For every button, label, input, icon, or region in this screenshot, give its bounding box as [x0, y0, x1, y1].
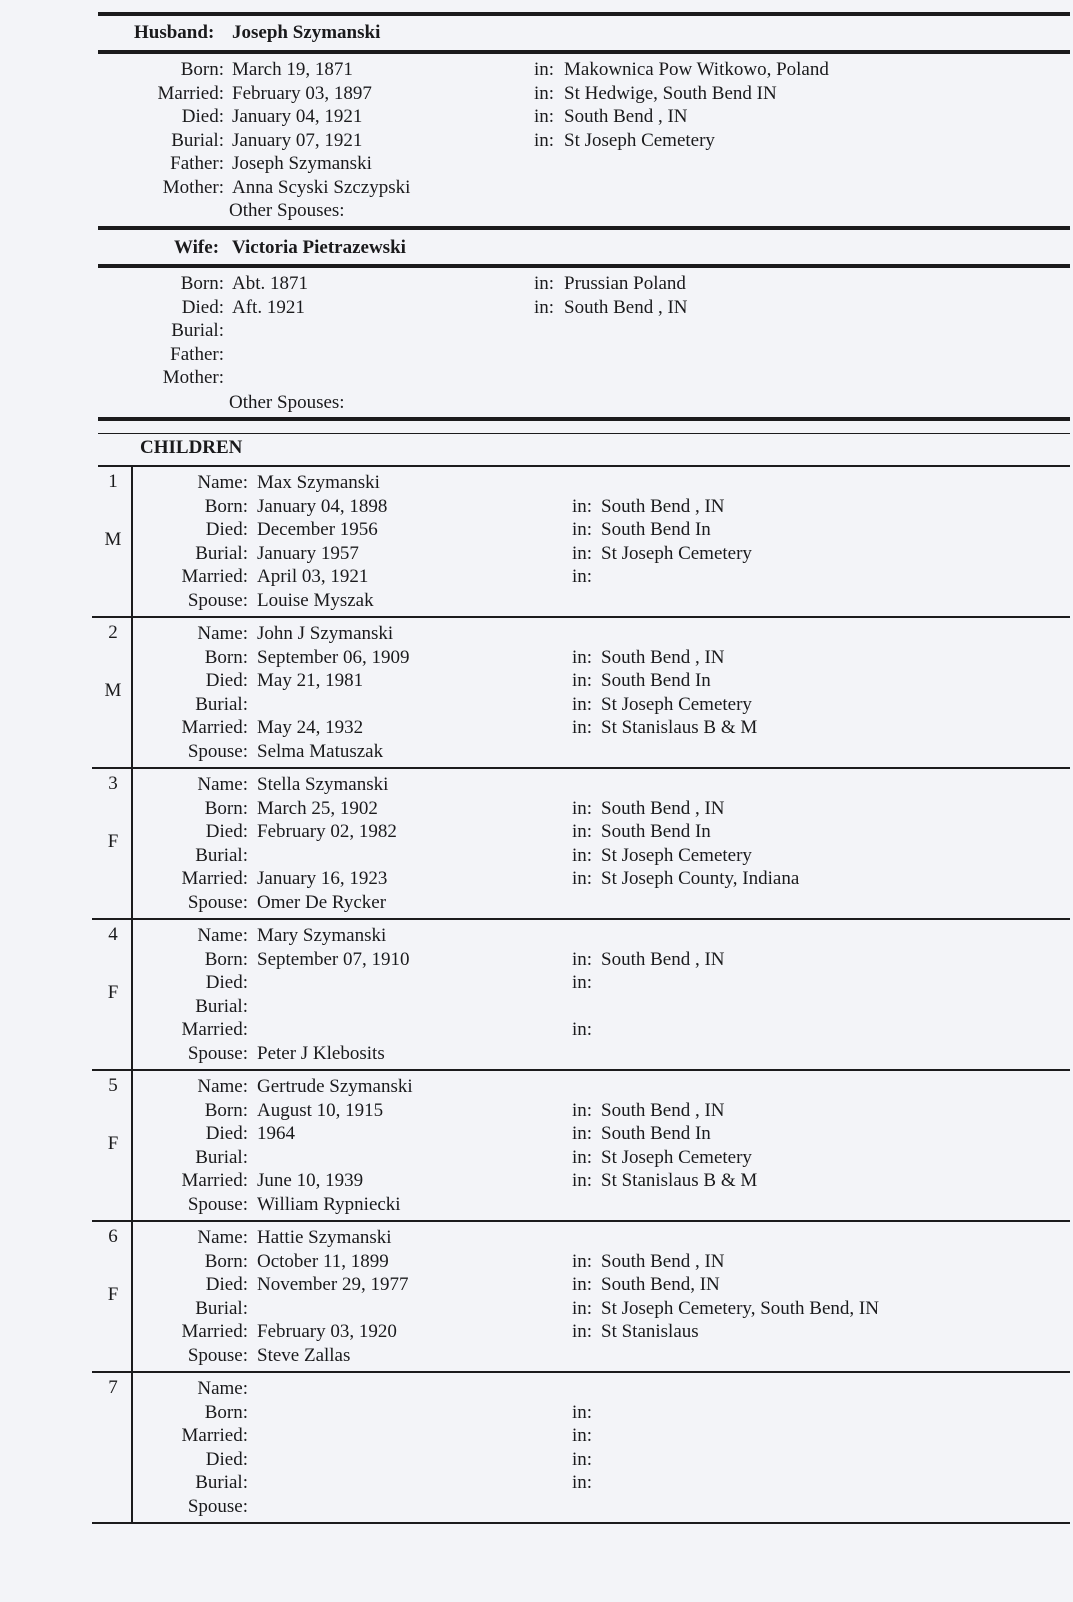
husband-heading-label: Husband: — [134, 22, 215, 43]
child-row-label: Name: — [197, 1076, 248, 1097]
husband-row-place: South Bend , IN — [564, 106, 688, 127]
child-row-label: Born: — [204, 646, 248, 668]
child-row-label: Spouse: — [187, 1193, 248, 1215]
child-sex: F — [107, 1284, 119, 1305]
children-top-rule — [98, 417, 1070, 421]
child-row-value: January 1957 — [257, 542, 359, 564]
child-row-value: August 10, 1915 — [257, 1099, 384, 1121]
child-row-label: Burial: — [195, 1297, 248, 1319]
child-row-value: May 24, 1932 — [257, 717, 364, 738]
husband-row-value: March 19, 1871 — [232, 59, 353, 80]
child-row-value: Omer De Rycker — [257, 891, 387, 913]
child-sex: F — [107, 1133, 119, 1154]
child-row-label: Married: — [181, 868, 248, 889]
husband-row-in-label: in: — [534, 82, 555, 104]
child-row-label: Married: — [181, 1425, 248, 1446]
child-row-place: South Bend , IN — [601, 1099, 725, 1121]
child-row-place: St Joseph Cemetery — [601, 542, 752, 564]
husband-other-spouses-label: Other Spouses: — [229, 200, 345, 221]
child-row-label: Died: — [205, 1274, 248, 1295]
child-row-in-label: in: — [572, 495, 593, 517]
husband-row-in-label: in: — [534, 59, 555, 80]
child-row-value: Louise Myszak — [257, 589, 374, 611]
child-row-in-label: in: — [572, 1099, 593, 1121]
wife-row-value: Abt. 1871 — [232, 273, 308, 294]
child-row-in-label: in: — [572, 868, 593, 889]
child-row-label: Born: — [204, 1250, 248, 1272]
child-row-label: Burial: — [195, 844, 248, 866]
child-row-value: John J Szymanski — [257, 623, 394, 644]
child-block — [0, 920, 1073, 1071]
child-row-place: South Bend In — [601, 1123, 711, 1144]
child-row-label: Died: — [205, 821, 248, 842]
child-row-label: Died: — [205, 519, 248, 540]
husband-row-place: Makownica Pow Witkowo, Poland — [564, 59, 829, 80]
child-row-in-label: in: — [572, 948, 593, 970]
child-block — [0, 1373, 1073, 1524]
child-row-label: Spouse: — [187, 589, 248, 611]
child-row-place: South Bend, IN — [601, 1274, 720, 1295]
child-sex: M — [104, 529, 122, 550]
wife-heading-label: Wife: — [174, 237, 220, 258]
child-row-value: Stella Szymanski — [257, 774, 389, 795]
child-row-label: Died: — [205, 1448, 248, 1470]
wife-rule — [98, 264, 1070, 268]
child-row-label: Name: — [197, 774, 248, 795]
child-row-in-label: in: — [572, 972, 593, 993]
child-row-value: June 10, 1939 — [257, 1170, 364, 1191]
husband-row-label: Burial: — [171, 129, 224, 151]
husband-row-place: St Joseph Cemetery — [564, 129, 715, 151]
child-row-label: Died: — [205, 972, 248, 993]
child-row-value: February 03, 1920 — [257, 1321, 397, 1342]
child-row-label: Burial: — [195, 995, 248, 1017]
child-row-in-label: in: — [572, 1170, 593, 1191]
child-sex: M — [104, 680, 122, 701]
child-row-label: Married: — [181, 1019, 248, 1040]
child-row-label: Died: — [205, 670, 248, 691]
child-row-value: Steve Zallas — [257, 1344, 351, 1366]
child-row-place: St Joseph Cemetery, South Bend, IN — [601, 1297, 879, 1319]
child-row-value: Selma Matuszak — [257, 740, 384, 762]
child-row-in-label: in: — [572, 646, 593, 668]
child-row-place: South Bend , IN — [601, 797, 725, 819]
child-row-place: South Bend In — [601, 670, 711, 691]
child-row-in-label: in: — [572, 519, 593, 540]
husband-rule — [98, 50, 1070, 54]
child-row-label: Spouse: — [187, 891, 248, 913]
children-top-rule-2 — [98, 433, 1070, 434]
child-block — [0, 769, 1073, 920]
top-rule — [98, 12, 1070, 16]
child-row-place: St Stanislaus B & M — [601, 1170, 758, 1191]
child-row-in-label: in: — [572, 1401, 593, 1423]
husband-row-place: St Hedwige, South Bend IN — [564, 82, 777, 104]
child-row-value: March 25, 1902 — [257, 797, 378, 819]
child-row-label: Born: — [204, 495, 248, 517]
child-row-label: Married: — [181, 1321, 248, 1342]
child-row-in-label: in: — [572, 797, 593, 819]
child-row-label: Born: — [204, 797, 248, 819]
wife-row-label: Born: — [180, 273, 224, 294]
child-row-value: Max Szymanski — [257, 472, 380, 493]
child-row-in-label: in: — [572, 1123, 593, 1144]
child-number: 7 — [108, 1377, 118, 1398]
child-row-label: Married: — [181, 717, 248, 738]
children-heading: CHILDREN — [140, 437, 243, 458]
husband-row-label: Married: — [157, 82, 224, 104]
child-row-value: Gertrude Szymanski — [257, 1076, 413, 1097]
wife-row-label: Father: — [170, 343, 224, 365]
wife-other-spouses-label: Other Spouses: — [229, 392, 345, 413]
wife-row-value: Aft. 1921 — [232, 296, 305, 318]
child-row-label: Name: — [197, 1378, 248, 1399]
child-row-in-label: in: — [572, 821, 593, 842]
wife-row-in-label: in: — [534, 296, 555, 318]
husband-row-value: Anna Scyski Szczypski — [232, 176, 411, 198]
child-row-in-label: in: — [572, 717, 593, 738]
wife-top-rule — [98, 226, 1070, 230]
child-row-label: Spouse: — [187, 740, 248, 762]
child-block — [0, 1222, 1073, 1373]
child-row-value: February 02, 1982 — [257, 821, 397, 842]
child-row-value: Mary Szymanski — [257, 925, 387, 946]
child-row-label: Born: — [204, 1401, 248, 1423]
husband-row-value: January 04, 1921 — [232, 106, 363, 127]
child-number: 3 — [108, 773, 118, 794]
child-row-place: St Joseph Cemetery — [601, 844, 752, 866]
child-block — [0, 1071, 1073, 1222]
child-number: 5 — [108, 1075, 118, 1096]
child-row-label: Died: — [205, 1123, 248, 1144]
child-sex: F — [107, 831, 119, 852]
child-row-in-label: in: — [572, 844, 593, 866]
child-row-place: South Bend In — [601, 821, 711, 842]
child-rule — [92, 1522, 1070, 1524]
child-row-place: St Stanislaus B & M — [601, 717, 758, 738]
wife-row-place: South Bend , IN — [564, 296, 688, 318]
child-row-label: Spouse: — [187, 1344, 248, 1366]
child-row-in-label: in: — [572, 1472, 593, 1493]
wife-name: Victoria Pietrazewski — [232, 237, 406, 258]
husband-row-value: Joseph Szymanski — [232, 153, 372, 174]
child-row-label: Burial: — [195, 542, 248, 564]
child-row-in-label: in: — [572, 566, 593, 587]
child-block — [0, 467, 1073, 618]
child-row-value: Peter J Klebosits — [257, 1042, 385, 1064]
child-row-in-label: in: — [572, 1297, 593, 1319]
child-row-label: Burial: — [195, 1146, 248, 1168]
wife-row-label: Burial: — [171, 320, 224, 341]
child-row-in-label: in: — [572, 542, 593, 564]
child-row-place: South Bend , IN — [601, 495, 725, 517]
child-row-value: May 21, 1981 — [257, 670, 364, 691]
wife-row-label: Died: — [181, 296, 224, 318]
child-row-in-label: in: — [572, 1274, 593, 1295]
husband-row-label: Born: — [180, 59, 224, 80]
child-block — [0, 618, 1073, 769]
husband-row-in-label: in: — [534, 129, 555, 151]
child-row-in-label: in: — [572, 1019, 593, 1040]
wife-row-in-label: in: — [534, 273, 555, 294]
child-row-place: South Bend , IN — [601, 646, 725, 668]
husband-row-value: February 03, 1897 — [232, 82, 372, 104]
child-row-value: April 03, 1921 — [257, 566, 369, 587]
child-row-value: December 1956 — [257, 519, 378, 540]
husband-row-label: Mother: — [162, 176, 224, 198]
child-row-place: St Joseph Cemetery — [601, 693, 752, 715]
child-row-in-label: in: — [572, 1425, 593, 1446]
husband-name: Joseph Szymanski — [232, 22, 381, 43]
child-row-value: November 29, 1977 — [257, 1274, 409, 1295]
child-row-in-label: in: — [572, 1146, 593, 1168]
child-row-label: Spouse: — [187, 1042, 248, 1064]
child-row-in-label: in: — [572, 1448, 593, 1470]
child-row-label: Married: — [181, 1170, 248, 1191]
husband-row-value: January 07, 1921 — [232, 129, 363, 151]
child-row-label: Born: — [204, 948, 248, 970]
child-row-label: Name: — [197, 925, 248, 946]
child-row-value: September 06, 1909 — [257, 646, 410, 668]
child-row-label: Married: — [181, 566, 248, 587]
child-row-label: Spouse: — [187, 1495, 248, 1517]
wife-row-label: Mother: — [162, 367, 224, 388]
child-row-place: St Stanislaus — [601, 1321, 699, 1342]
child-number: 6 — [108, 1226, 118, 1247]
child-row-value: October 11, 1899 — [257, 1250, 389, 1272]
child-row-value: Hattie Szymanski — [257, 1227, 392, 1248]
child-row-in-label: in: — [572, 1321, 593, 1342]
child-row-value: January 16, 1923 — [257, 868, 388, 889]
child-number: 4 — [108, 924, 118, 945]
husband-row-label: Died: — [181, 106, 224, 127]
child-row-value: William Rypniecki — [257, 1193, 401, 1215]
child-row-value: September 07, 1910 — [257, 948, 410, 970]
child-row-label: Born: — [204, 1099, 248, 1121]
child-number: 2 — [108, 622, 118, 643]
child-row-label: Burial: — [195, 1472, 248, 1493]
child-row-in-label: in: — [572, 1250, 593, 1272]
child-row-in-label: in: — [572, 693, 593, 715]
child-row-place: South Bend , IN — [601, 948, 725, 970]
child-row-place: St Joseph County, Indiana — [601, 868, 800, 889]
husband-row-in-label: in: — [534, 106, 555, 127]
child-row-label: Name: — [197, 1227, 248, 1248]
child-number: 1 — [108, 471, 118, 492]
child-sex: F — [107, 982, 119, 1003]
child-row-in-label: in: — [572, 670, 593, 691]
child-row-label: Burial: — [195, 693, 248, 715]
husband-row-label: Father: — [170, 153, 224, 174]
child-row-place: South Bend In — [601, 519, 711, 540]
child-row-label: Name: — [197, 472, 248, 493]
wife-row-place: Prussian Poland — [564, 273, 686, 294]
child-row-place: South Bend , IN — [601, 1250, 725, 1272]
child-row-place: St Joseph Cemetery — [601, 1146, 752, 1168]
child-row-label: Name: — [197, 623, 248, 644]
child-row-value: 1964 — [257, 1123, 295, 1144]
child-row-value: January 04, 1898 — [257, 495, 388, 517]
